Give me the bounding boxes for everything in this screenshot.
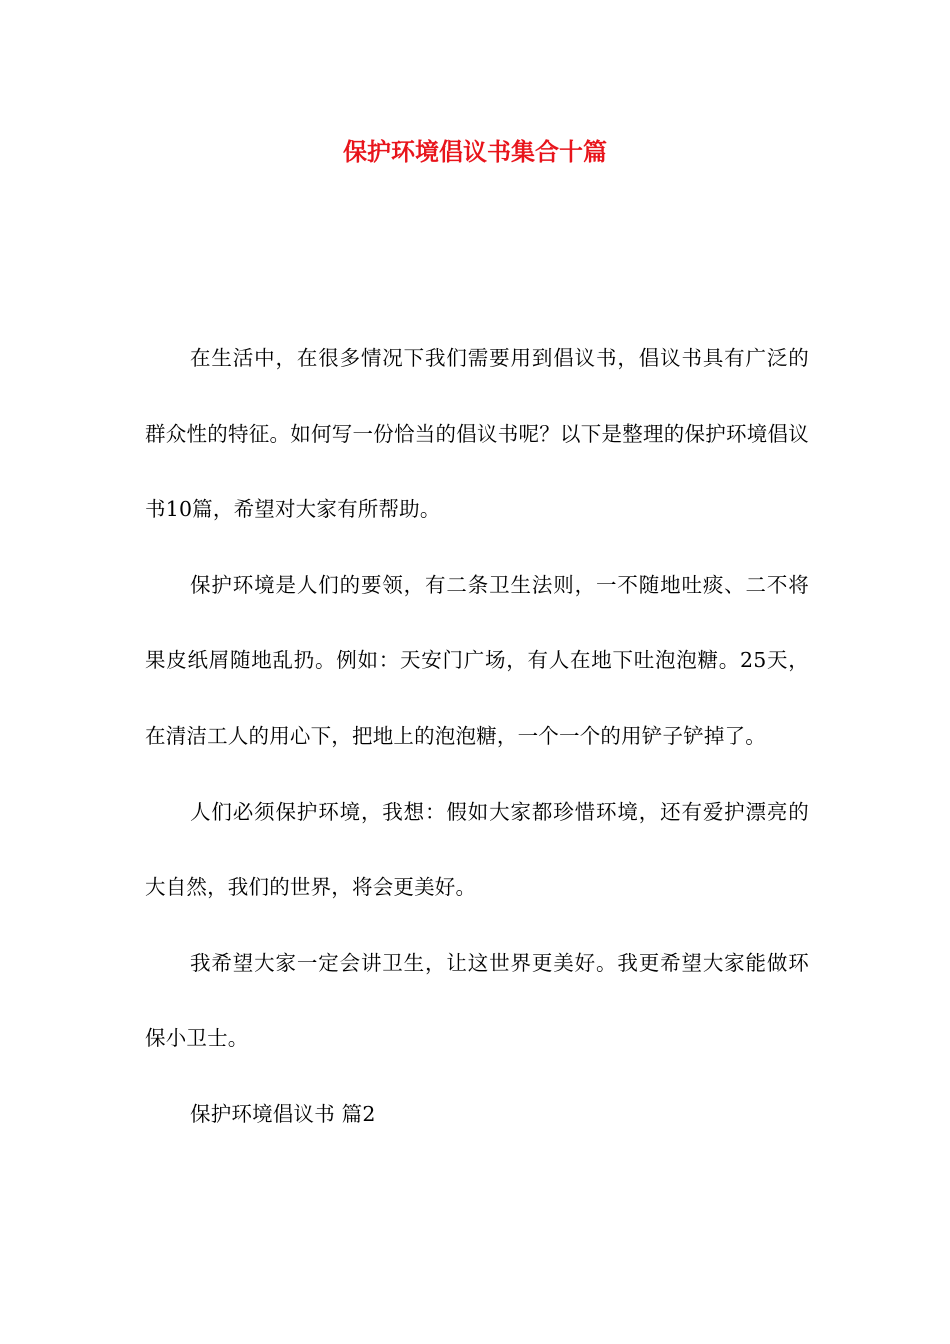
section-heading-2: 保护环境倡议书 篇2 bbox=[190, 1101, 376, 1126]
paragraph-protect: 人们必须保护环境，我想：假如大家都珍惜环境，还有爱护漂亮的大自然，我们的世界，将会更美好。 bbox=[145, 799, 809, 900]
paragraph-hope: 我希望大家一定会讲卫生，让这世界更美好。我更希望大家能做环保小卫士。 bbox=[145, 950, 809, 1051]
document-body bbox=[145, 321, 809, 1153]
paragraph-rules: 保护环境是人们的要领，有二条卫生法则，一不随地吐痰、二不将果皮纸屑随地乱扔。例如：天安门广场，有人在地下吐泡泡糖。25天，在清洁工人的用心下，把地上的泡泡糖，一个一个的用铲子铲掉了。 bbox=[145, 572, 809, 748]
document-title: 保护环境倡议书集合十篇 bbox=[343, 138, 607, 166]
paragraph-intro: 在生活中，在很多情况下我们需要用到倡议书，倡议书具有广泛的群众性的特征。如何写一份恰当的倡议书呢？以下是整理的保护环境倡议书10篇，希望对大家有所帮助。 bbox=[145, 346, 809, 522]
